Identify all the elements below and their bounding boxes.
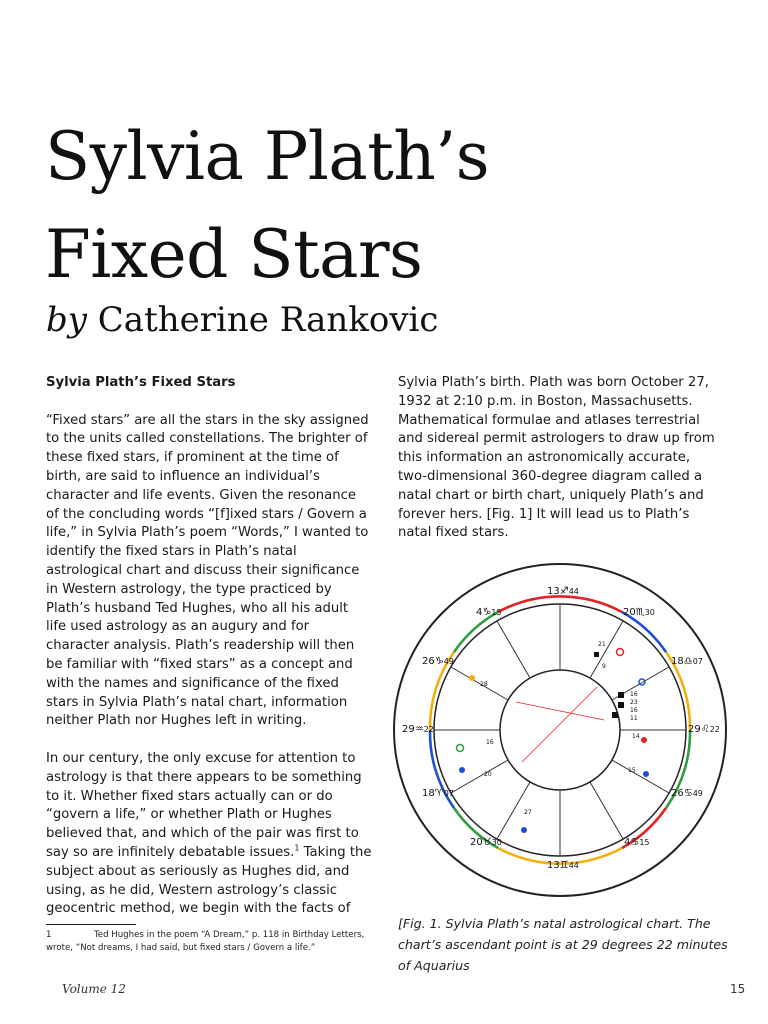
planet-glyph — [459, 767, 465, 773]
planet-glyph — [594, 652, 599, 657]
cusp-label: 26♋49 — [671, 788, 703, 799]
natal-chart — [392, 562, 728, 898]
volume-label: Volume 12 — [62, 982, 126, 996]
section-heading: Sylvia Plath’s Fixed Stars — [46, 375, 236, 390]
house-cusp-line — [612, 760, 669, 793]
byline-author: Catherine Rankovic — [97, 300, 439, 340]
house-cusp-line — [497, 621, 530, 678]
planet-degree: 28 — [480, 681, 488, 688]
zodiac-band-green-topleft — [454, 612, 498, 652]
planet-degree: 15 — [628, 767, 636, 774]
cusp-label: 4♋15 — [624, 837, 650, 848]
planet-glyph — [641, 737, 647, 743]
cusp-label: 29♒22 — [402, 724, 434, 735]
footnote-reference[interactable]: 1 — [294, 843, 300, 853]
planet-glyph — [643, 771, 649, 777]
planet-glyph — [457, 745, 464, 752]
house-cusp-line — [451, 760, 508, 793]
house-cusp-line — [590, 782, 623, 839]
planet-degree: 16 — [630, 707, 638, 714]
inner-circle — [500, 670, 620, 790]
right-column — [398, 374, 722, 543]
right-paragraph: Sylvia Plath’s birth. Plath was born October 27, 1932 at 2:10 p.m. in Boston, Massachusetts. Mathematical formulae and atlases terrestrial and sidereal permit astrologers to draw up from this information an astronomically accurate, two-dimensional 360-degree diagram called a natal chart or birth chart, uniquely Plath’s and forever hers. [Fig. 1] It will lead us to Plath’s natal fixed stars. — [398, 375, 715, 541]
figure-caption: [Fig. 1. Sylvia Plath’s natal astrological chart. The chart’s ascendant point is at 29 degrees 22 minutes of Aquarius — [398, 916, 728, 973]
footnote-text: Ted Hughes in the poem “A Dream,” p. 118 in Birthday Letters, wrote, “Not dreams, I had said, but fixed stars / Govern a life.” — [46, 930, 365, 953]
planet-glyph — [618, 692, 624, 698]
page-number: 15 — [730, 982, 746, 996]
cusp-label: 18♎07 — [671, 656, 703, 667]
planet-degree: 27 — [524, 809, 532, 816]
paragraph-2-text: In our century, the only excuse for attention to astrology is that there appears to be something to it. Whether fixed stars actually can or do “govern a life,” or whether Plath or Hughes believed that, and which of the pair was first to say so are infinitely debatable issues. — [46, 750, 362, 860]
planet-degree: 16 — [630, 691, 638, 698]
paragraph-2-continuation: Taking the subject about as seriously as Hughes did, and using, as he did, Western astrology’s classic geocentric method, we begin with the facts of — [46, 844, 372, 917]
paragraph-2 — [46, 750, 372, 919]
planet-degree: 16 — [486, 739, 494, 746]
footnote-divider — [46, 924, 136, 925]
planet-degree: 9 — [602, 663, 606, 670]
planet-glyph — [469, 675, 475, 681]
cusp-label: 29♌22 — [688, 724, 720, 735]
paragraph-1: “Fixed stars” are all the stars in the sky assigned to the units called constellations. The brighter of these fixed stars, if prominent at the time of birth, are said to influence an individual’s character and life events. Given the resonance of the concluding words “[f]ixed stars / Govern a life,” in Sylvia Plath’s poem “Words,” I wanted to identify the fixed stars in Plath’s natal astrological chart and discuss their significance in Western astrology, the type practiced by Plath’s husband Ted Hughes, who all his adult life used astrology as an augury and for character analysis. Plath’s readership will then be familiar with “fixed stars” as a concept and with the names and significance of the fixed stars in Sylvia Plath’s natal chart, information neither Plath nor Hughes left in writing. — [46, 412, 369, 729]
byline-prefix: by — [46, 300, 87, 340]
byline — [46, 300, 438, 340]
cusp-label: 13♐44 — [547, 586, 579, 597]
planet-glyph — [618, 702, 624, 708]
cusp-label: 26♑49 — [422, 656, 454, 667]
title-line-1: Sylvia Plath’s — [45, 118, 490, 195]
planet-glyph — [612, 712, 618, 718]
planet-degree: 23 — [630, 699, 638, 706]
planet-degree: 14 — [632, 733, 640, 740]
footnote — [46, 929, 368, 954]
cusp-label: 18♈07 — [422, 788, 454, 799]
planet-glyph — [521, 827, 527, 833]
title-line-2: Fixed Stars — [45, 216, 423, 293]
left-column — [46, 374, 372, 919]
article-title — [45, 108, 489, 304]
planet-glyph — [639, 679, 645, 685]
planet-degree: 21 — [598, 641, 606, 648]
planet-degree: 20 — [484, 771, 492, 778]
cusp-label: 4♑15 — [476, 607, 502, 618]
planet-degree: 11 — [630, 715, 638, 722]
zodiac-band-blue-topright — [622, 612, 666, 652]
planet-glyph — [617, 649, 624, 656]
cusp-label: 20♉30 — [470, 837, 502, 848]
cusp-label: 13♊44 — [547, 860, 579, 871]
footnote-number: 1 — [46, 930, 52, 940]
cusp-label: 20♏30 — [623, 607, 655, 618]
